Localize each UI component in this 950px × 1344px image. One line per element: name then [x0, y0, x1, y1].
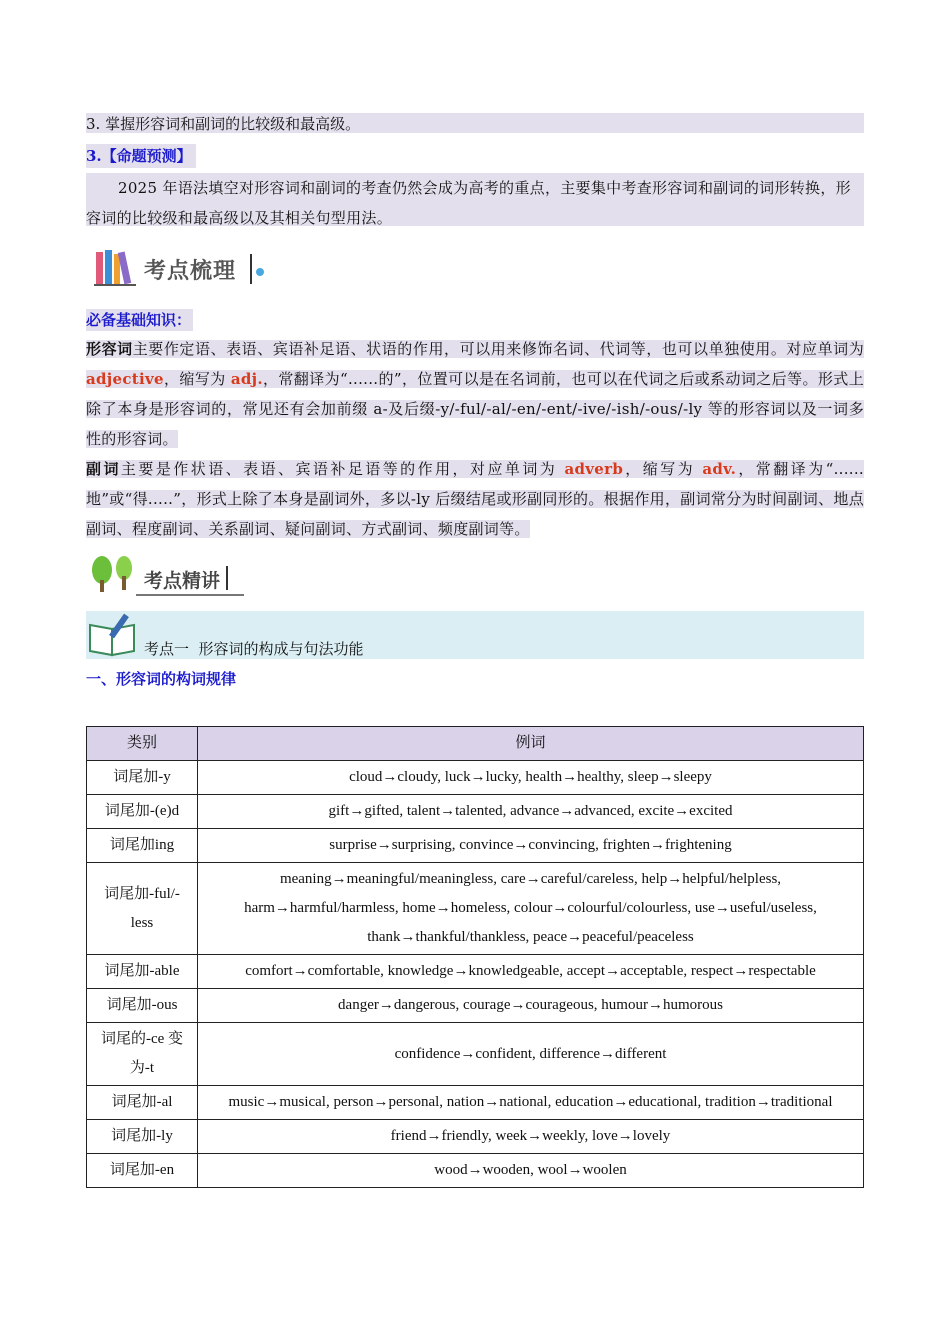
book-pencil-icon: [86, 611, 142, 657]
adjective-term: 形容词: [86, 340, 133, 358]
table-row: [87, 863, 864, 955]
table-row: [87, 955, 864, 989]
row-category: 词尾的-ce 变为-t: [87, 1023, 198, 1086]
basics-heading: 必备基础知识：: [86, 311, 192, 329]
row-category: 词尾加-al: [87, 1086, 198, 1120]
trees-icon: [88, 554, 138, 594]
row-category: 词尾加-en: [87, 1154, 198, 1188]
banner-1-dot: [256, 268, 264, 276]
table-row: [87, 761, 864, 795]
adjective-abbr: adj.: [230, 370, 263, 388]
word-formation-table: [86, 726, 864, 1188]
row-examples: comfort→comfortable, knowledge→knowledgeable, accept→acceptable, respect→respectable: [198, 955, 864, 989]
section-1-heading: 一、形容词的构词规律: [86, 670, 237, 688]
banner-kaodian-jingjiang: [88, 554, 248, 600]
row-examples: cloud→cloudy, luck→lucky, health→healthy, sleep→sleepy: [198, 761, 864, 795]
table-row: [87, 795, 864, 829]
adverb-paragraph: 副词主要是作状语、表语、宾语补足语等的作用，对应单词为 adverb，缩写为 adv.，常翻译为“......地”或“得.....”，形式上除了本身是副词外，多以-ly 后缀结尾或形副同形的。根据作用，副词常分为时间副词、地点副词、程度副词、关系副词、疑问副词、方式副词、频度副词等。: [86, 460, 864, 538]
row-examples: confidence→confident, difference→different: [198, 1023, 864, 1086]
banner-1-bar: [250, 254, 252, 284]
row-examples: danger→dangerous, courage→courageous, humour→humorous: [198, 989, 864, 1023]
table-row: [87, 1120, 864, 1154]
banner-2-bar: [226, 566, 228, 590]
table-row: [87, 989, 864, 1023]
table-header-row: [87, 727, 864, 761]
adverb-abbr: adv.: [702, 460, 737, 478]
banner-2-title: 考点精讲: [144, 570, 221, 592]
adverb-word: adverb: [564, 460, 624, 478]
row-examples: gift→gifted, talent→talented, advance→advanced, excite→excited: [198, 795, 864, 829]
prediction-heading: 3.【命题预测】: [86, 144, 196, 168]
header-category: 类别: [87, 727, 198, 761]
banner-1-title: 考点梳理: [144, 259, 237, 284]
point-1-title: 考点一 形容词的构成与句法功能: [144, 640, 364, 658]
banner-kaodian-shuli: [92, 246, 272, 290]
header-examples: 例词: [198, 727, 864, 761]
prediction-text: 2025 年语法填空对形容词和副词的考查仍然会成为高考的重点，主要集中考查形容词和副词的词形转换，形容词的比较级和最高级以及其相关句型用法。: [86, 179, 851, 227]
banner-2-underline: [136, 594, 244, 596]
table-row: [87, 1023, 864, 1086]
row-category: 词尾加-ly: [87, 1120, 198, 1154]
table-row: [87, 1154, 864, 1188]
row-category: 词尾加-y: [87, 761, 198, 795]
table-row: [87, 829, 864, 863]
row-category: 词尾加-able: [87, 955, 198, 989]
row-category: 词尾加ing: [87, 829, 198, 863]
row-category: 词尾加-(e)d: [87, 795, 198, 829]
row-category: 词尾加-ous: [87, 989, 198, 1023]
row-examples: friend→friendly, week→weekly, love→lovely: [198, 1120, 864, 1154]
adjective-paragraph: 形容词主要作定语、表语、宾语补足语、状语的作用，可以用来修饰名词、代词等，也可以单独使用。对应单词为 adjective，缩写为 adj.，常翻译为“......的”，位置可以是在名词前，也可以在代词之后或系动词之后等。形式上除了本身是形容词的，常见还有会加前缀 a-及后缀-y/-ful/-al/-en/-ent/-ive/-ish/-ous/-ly 等的形容词以及一词多性的形容词。: [86, 340, 864, 448]
row-examples: surprise→surprising, convince→convincing, frighten→frightening: [198, 829, 864, 863]
row-examples: wood→wooden, wool→woolen: [198, 1154, 864, 1188]
adverb-term: 副词: [86, 460, 121, 478]
adjective-word: adjective: [86, 370, 164, 388]
row-examples: meaning→meaningful/meaningless, care→careful/careless, help→helpful/helpless, harm→harmful/harmless, home→homeless, colour→colourful/colourless, use→useful/useless, thank→thankful/thankless, peace→peaceful/peaceless: [198, 863, 864, 955]
point-1-banner: [86, 611, 864, 659]
objective-item-3: 3. 掌握形容词和副词的比较级和最高级。: [86, 113, 864, 133]
table-row: [87, 1086, 864, 1120]
row-examples: music→musical, person→personal, nation→national, education→educational, tradition→traditional: [198, 1086, 864, 1120]
books-icon: [92, 248, 142, 288]
row-category: 词尾加-ful/-less: [87, 863, 198, 955]
